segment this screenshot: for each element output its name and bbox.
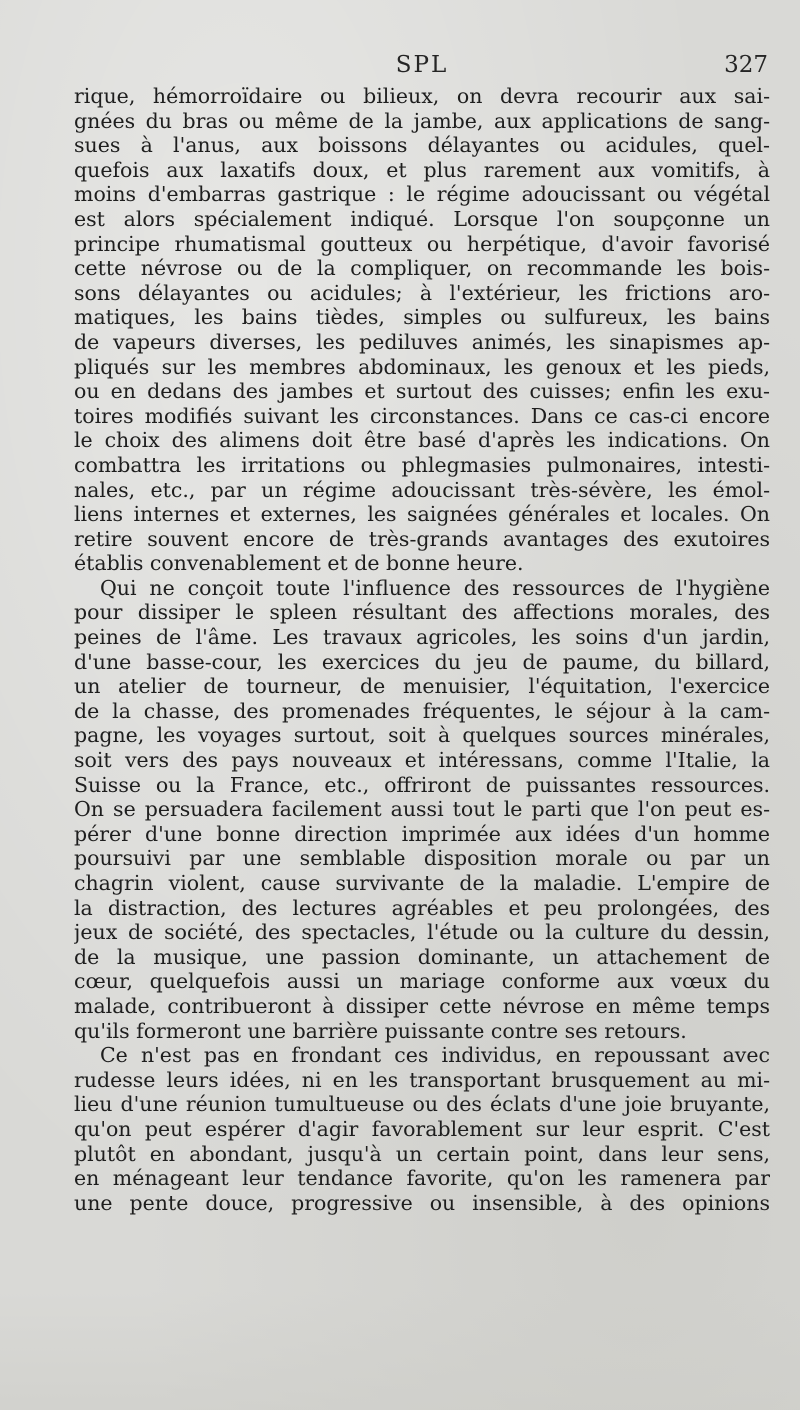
text-line: lieu d'une réunion tumultueuse ou des éclats d'une joie bruyante,	[74, 1092, 770, 1117]
text-line: de vapeurs diverses, les pediluves animés, les sinapismes ap-	[74, 329, 770, 354]
text-line: d'une basse-cour, les exercices du jeu de paume, du billard,	[74, 649, 770, 674]
text-line: est alors spécialement indiqué. Lorsque l'on soupçonne un	[74, 206, 770, 231]
text-line: une pente douce, progressive ou insensible, à des opinions	[74, 1190, 770, 1215]
page-shading	[0, 1290, 800, 1410]
page-header	[74, 52, 770, 86]
text-line: plutôt en abondant, jusqu'à un certain point, dans leur sens,	[74, 1141, 770, 1166]
text-line: sons délayantes ou acidules; à l'extérieur, les frictions aro-	[74, 280, 770, 305]
text-line: matiques, les bains tièdes, simples ou sulfureux, les bains	[74, 305, 770, 330]
text-line: jeux de société, des spectacles, l'étude ou la culture du dessin,	[74, 920, 770, 945]
text-line: établis convenablement et de bonne heure.	[74, 551, 524, 576]
text-line: rique, hémorroïdaire ou bilieux, on devra recourir aux sai-	[74, 84, 770, 108]
text-line: soit vers des pays nouveaux et intéressans, comme l'Italie, la	[74, 748, 770, 773]
text-line: un atelier de tourneur, de menuisier, l'équitation, l'exercice	[74, 674, 770, 699]
text-line: quefois aux laxatifs doux, et plus rarement aux vomitifs, à	[74, 157, 770, 182]
text-line: rudesse leurs idées, ni en les transportant brusquement au mi-	[74, 1067, 770, 1092]
text-line: en ménageant leur tendance favorite, qu'on les ramenera par	[74, 1166, 770, 1191]
body-text	[74, 84, 770, 1215]
text-line: qu'on peut espérer d'agir favorablement sur leur esprit. C'est	[74, 1116, 770, 1141]
text-line: principe rhumatismal goutteux ou herpétique, d'avoir favorisé	[74, 231, 770, 256]
text-line: le choix des alimens doit être basé d'après les indications. On	[74, 428, 770, 453]
text-line: chagrin violent, cause survivante de la maladie. L'empire de	[74, 871, 770, 895]
text-line: liens internes et externes, les saignées générales et locales. On	[74, 502, 770, 527]
text-line: peines de l'âme. Les travaux agricoles, les soins d'un jardin,	[74, 625, 770, 650]
text-line: retire souvent encore de très-grands avantages des exutoires	[74, 526, 770, 551]
text-line: pour dissiper le spleen résultant des affections morales, des	[74, 600, 770, 625]
text-line: pagne, les voyages surtout, soit à quelques sources minérales,	[74, 723, 770, 748]
text-line: nales, etc., par un régime adoucissant très-sévère, les émol-	[74, 477, 770, 502]
text-line: pérer d'une bonne direction imprimée aux idées d'un homme	[74, 821, 770, 846]
page-number: 327	[724, 52, 768, 78]
text-line: malade, contribueront à dissiper cette névrose en même temps	[74, 993, 770, 1018]
running-head: SPL	[395, 52, 449, 78]
text-line: Suisse ou la France, etc., offriront de puissantes ressources.	[74, 772, 770, 797]
text-line: cœur, quelquefois aussi un mariage conforme aux vœux du	[74, 969, 770, 994]
text-line: sues à l'anus, aux boissons délayantes ou acidules, quel-	[74, 133, 770, 158]
text-line: gnées du bras ou même de la jambe, aux applications de sang-	[74, 108, 770, 133]
text-line: toires modifiés suivant les circonstances. Dans ce cas-ci encore	[74, 403, 770, 428]
text-line: combattra les irritations ou phlegmasies pulmonaires, intesti-	[74, 452, 770, 477]
text-line: la distraction, des lectures agréables et peu prolongées, des	[74, 895, 770, 920]
text-line: pliqués sur les membres abdominaux, les genoux et les pieds,	[74, 354, 770, 379]
text-line: qu'ils formeront une barrière puissante contre ses retours.	[74, 1018, 687, 1043]
text-line: Ce n'est pas en frondant ces individus, en repoussant avec	[100, 1043, 770, 1068]
text-line: On se persuadera facilement aussi tout le parti que l'on peut es-	[74, 797, 770, 822]
text-line: cette névrose ou de la compliquer, on recommande les bois-	[74, 256, 770, 281]
text-line: de la chasse, des promenades fréquentes, le séjour à la cam-	[74, 698, 770, 723]
text-line: de la musique, une passion dominante, un attachement de	[74, 944, 770, 969]
text-line: Qui ne conçoit toute l'influence des ressources de l'hygiène	[100, 575, 770, 600]
text-line: poursuivi par une semblable disposition morale ou par un	[74, 846, 770, 871]
text-line: moins d'embarras gastrique : le régime adoucissant ou végétal	[74, 182, 770, 207]
text-line: ou en dedans des jambes et surtout des cuisses; enfin les exu-	[74, 379, 770, 404]
